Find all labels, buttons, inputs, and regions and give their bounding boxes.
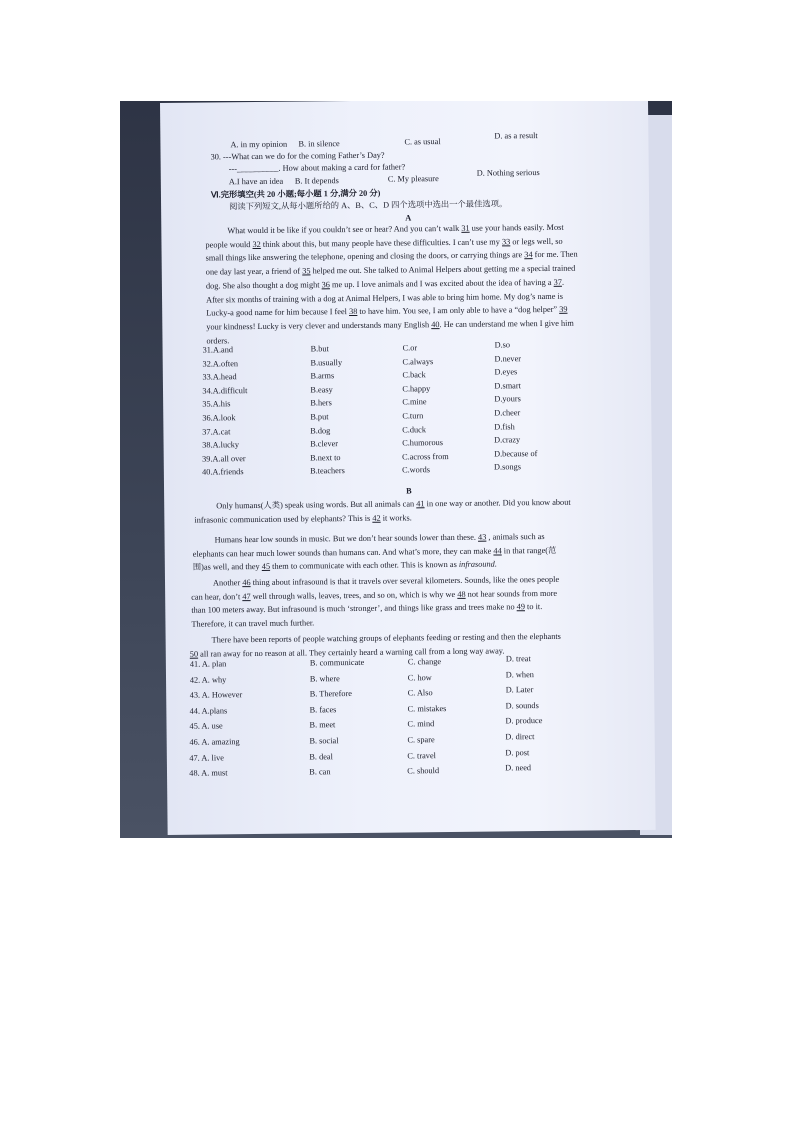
option-cell: D. post xyxy=(505,747,530,758)
passage-text: your kindness! Lucky is very clever and understands many English xyxy=(206,320,432,332)
option-cell: B.put xyxy=(310,412,329,422)
option-cell: 42. A. why xyxy=(189,674,227,685)
passage-text: use your hands easily. Most xyxy=(469,222,564,233)
passage-text: to have him. You see, I am only able to have a “dog helper” xyxy=(357,305,560,317)
passage-text: What would it be like if you couldn’t see or hear? And you can’t walk xyxy=(227,223,462,236)
blank-number: 40 xyxy=(431,320,440,330)
option-cell: D. produce xyxy=(505,716,543,726)
passage-b-label: B xyxy=(406,486,412,496)
passage-text: all ran away for no reason at all. They certainly heard a warning call from a long way away. xyxy=(198,646,505,659)
blank-number: 32 xyxy=(252,239,261,249)
option-cell: B. where xyxy=(309,673,340,684)
option-cell: C. change xyxy=(407,657,442,667)
passage-text: people would xyxy=(205,239,253,250)
passage-text: dog. She also thought a dog might xyxy=(205,280,322,291)
blank-number: 36 xyxy=(321,280,330,290)
option-cell: B. can xyxy=(309,767,331,777)
option-cell: C. Also xyxy=(407,688,433,698)
option-cell: C.or xyxy=(402,343,418,353)
option-cell: D.smart xyxy=(494,381,521,391)
option-cell: 44. A.plans xyxy=(189,706,228,716)
passage-text: 围)as well, and they xyxy=(192,562,262,573)
q30-option-d: D. Nothing serious xyxy=(476,168,540,178)
option-cell: D.crazy xyxy=(494,435,521,445)
passage-text: , animals such as xyxy=(486,531,545,542)
blank-number: 35 xyxy=(302,266,311,276)
passage-text: well through walls, leaves, trees, and so on, which is why we xyxy=(250,589,458,601)
option-cell: B.arms xyxy=(310,371,335,381)
blank-number: 47 xyxy=(242,591,251,601)
option-cell: 34.A.difficult xyxy=(202,385,248,396)
option-cell: C. travel xyxy=(407,750,436,761)
passage-text: to it. xyxy=(524,602,543,612)
passage-text: elephants can hear much lower sounds than humans can. And what’s more, they can make xyxy=(192,546,494,559)
option-cell: C.back xyxy=(402,370,426,380)
exam-sheet xyxy=(160,101,656,835)
option-cell: D.fish xyxy=(494,421,515,432)
passage-b-paragraph-2 xyxy=(193,529,627,575)
option-cell: D.never xyxy=(494,353,522,364)
passage-text: infrasonic communication used by elephants? This is xyxy=(194,513,373,525)
option-cell: 39.A.all over xyxy=(202,453,246,464)
option-cell: C. spare xyxy=(407,735,435,745)
passage-text: Therefore, it can travel much further. xyxy=(191,618,315,629)
passage-text: Lucky-a good name for him because I feel xyxy=(206,307,350,318)
option-cell: 46. A. amazing xyxy=(189,737,240,747)
option-cell: B. deal xyxy=(309,751,333,762)
option-cell: 32.A.often xyxy=(202,358,239,369)
option-cell: B.dog xyxy=(310,425,331,436)
option-cell: 47. A. live xyxy=(189,752,224,763)
option-cell: B. Therefore xyxy=(309,689,352,699)
option-cell: 43. A. However xyxy=(189,690,243,700)
passage-text: . xyxy=(561,277,565,287)
passage-text: infrasound. xyxy=(458,559,497,570)
option-cell: D. sounds xyxy=(505,700,539,711)
q30-reply: ---__________. How about making a card for father? xyxy=(228,162,406,174)
passage-text: in that range(范 xyxy=(501,545,557,556)
option-cell: 48. A. must xyxy=(189,768,228,778)
blank-number: 41 xyxy=(416,499,425,509)
option-cell: D. when xyxy=(505,669,534,680)
passage-text: small things like answering the telephone, opening and closing the doors, or carrying things are xyxy=(205,250,525,263)
option-cell: C. mind xyxy=(407,719,435,729)
option-cell: B.usually xyxy=(310,357,343,368)
blank-number: 45 xyxy=(261,562,271,572)
option-cell: B.teachers xyxy=(310,466,345,476)
option-cell: C. how xyxy=(407,672,432,683)
option-cell: B. meet xyxy=(309,720,336,730)
option-cell: C.duck xyxy=(402,424,427,435)
option-cell: B. social xyxy=(309,736,339,746)
option-cell: B.hers xyxy=(310,398,332,408)
passage-text: than 100 meters away. But infrasound is much ‘stronger’, and things like grass and trees make no xyxy=(191,602,517,616)
option-cell: 40.A.friends xyxy=(202,467,244,477)
passage-a xyxy=(205,220,622,348)
q30-option-a: A.I have an idea xyxy=(228,176,284,187)
option-cell: 33.A.head xyxy=(202,372,237,382)
passage-text: it works. xyxy=(380,513,412,523)
passage-text: in one way or another. Did you know about xyxy=(424,497,571,509)
passage-text: not hear sounds from more xyxy=(465,588,558,599)
photo-background xyxy=(120,101,672,838)
option-cell: D.so xyxy=(494,340,511,350)
passage-b-paragraph-3 xyxy=(191,572,628,631)
passage-text: one day last year, a friend of xyxy=(205,266,303,277)
blank-number: 34 xyxy=(524,250,533,260)
option-cell: C.across from xyxy=(402,451,449,462)
passage-text: . He can understand me when I give him xyxy=(439,318,574,330)
section-instruction: 阅读下列短文,从每小题所给的 A、B、C、D 四个选项中选出一个最佳选项。 xyxy=(229,199,508,212)
blank-number: 44 xyxy=(493,546,502,556)
q29-option-c: C. as usual xyxy=(404,137,441,147)
blank-number: 46 xyxy=(242,578,251,588)
option-cell: 35.A.his xyxy=(202,399,231,409)
q30-option-b: B. It depends xyxy=(294,176,339,186)
option-cell: 41. A. plan xyxy=(189,659,227,669)
passage-text: or legs well, so xyxy=(510,236,563,247)
option-cell: D.yours xyxy=(494,394,521,404)
q29-option-d: D. as a result xyxy=(494,131,538,141)
blank-number: 39 xyxy=(559,304,568,315)
q30-option-c: C. My pleasure xyxy=(387,174,439,184)
option-cell: C. mistakes xyxy=(407,703,447,714)
blank-number: 49 xyxy=(516,602,526,612)
blank-number: 38 xyxy=(348,307,358,317)
option-cell: C.turn xyxy=(402,411,424,421)
passage-text: Humans hear low sounds in music. But we don’t hear sounds lower than these. xyxy=(214,532,479,545)
option-cell: D.songs xyxy=(493,462,522,472)
q29-option-b: B. in silence xyxy=(298,139,340,149)
option-cell: C.happy xyxy=(402,383,431,394)
option-cell: B.easy xyxy=(310,385,333,395)
option-cell: D. direct xyxy=(505,732,535,742)
option-cell: D. Later xyxy=(505,685,534,695)
passage-text: Another xyxy=(212,578,243,588)
option-cell: B.next to xyxy=(310,452,341,463)
blank-number: 37 xyxy=(553,277,562,287)
passage-text: them to communicate with each other. This is known as xyxy=(270,560,459,572)
passage-a-label: A xyxy=(405,213,412,223)
option-cell: B. faces xyxy=(309,704,337,715)
option-cell: B. communicate xyxy=(309,657,365,668)
option-cell: D. need xyxy=(505,763,532,773)
passage-text: Only humans(人类) speak using words. But all animals can xyxy=(216,499,417,511)
passage-text: After six months of training with a dog at Animal Helpers, I was able to bring him home. My dog’s name is xyxy=(206,291,564,305)
passage-text: orders. xyxy=(206,335,230,346)
q29-option-a: A. in my opinion xyxy=(230,139,288,150)
passage-text: can hear, don’t xyxy=(191,591,243,602)
option-cell: 38.A.lucky xyxy=(202,440,240,450)
passage-text: me up. I love animals and I was excited about the idea of having a xyxy=(329,277,554,290)
option-cell: 37.A.cat xyxy=(202,426,231,437)
passage-text: thing about infrasound is that it travels over several kilometers. Sounds, like the ones people xyxy=(250,574,560,588)
passage-text: think about this, but many people have these difficulties. I can’t use my xyxy=(260,237,503,249)
option-cell: C. should xyxy=(407,766,440,776)
blank-number: 43 xyxy=(477,532,487,542)
passage-text: There have been reports of people watching groups of elephants feeding or resting and then the elephants xyxy=(211,631,561,645)
blank-number: 42 xyxy=(372,513,381,523)
option-cell: D.eyes xyxy=(494,367,518,377)
blank-number: 48 xyxy=(457,589,466,599)
option-cell: 31.A.and xyxy=(202,345,234,355)
option-cell: 45. A. use xyxy=(189,721,223,732)
passage-b-paragraph-1 xyxy=(194,495,626,527)
blank-number: 31 xyxy=(461,223,470,233)
q30-stem: 30. ---What can we do for the coming Father’s Day? xyxy=(210,150,385,162)
option-cell: 36.A.look xyxy=(202,413,236,423)
option-cell: D. treat xyxy=(505,654,531,664)
passage-text: helped me out. She talked to Animal Helpers about getting me a special trained xyxy=(310,263,576,276)
passage-text: for me. Then xyxy=(532,250,578,260)
option-cell: C.always xyxy=(402,356,434,367)
option-cell: D.cheer xyxy=(494,408,521,418)
option-cell: C.humorous xyxy=(402,438,444,448)
option-cell: D.because of xyxy=(494,448,538,459)
option-cell: C.mine xyxy=(402,397,427,407)
option-cell: B.clever xyxy=(310,439,339,449)
option-cell: C.words xyxy=(402,465,430,475)
blank-number: 33 xyxy=(501,237,511,247)
option-cell: B.but xyxy=(310,344,329,354)
blank-number: 50 xyxy=(189,649,199,659)
section-title: Ⅵ.完形填空(共 20 小题;每小题 1 分,满分 20 分) xyxy=(210,188,381,200)
